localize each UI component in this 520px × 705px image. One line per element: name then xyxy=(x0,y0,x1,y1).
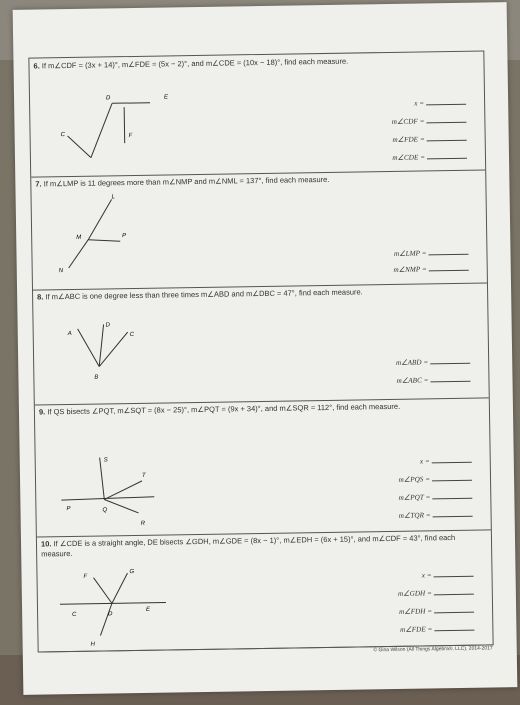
point-label: A xyxy=(67,330,72,338)
answer-line[interactable]: m∠LMP = xyxy=(394,248,469,258)
problem-6 xyxy=(29,51,485,177)
answer-line[interactable]: m∠ABC = xyxy=(397,375,471,385)
point-label: R xyxy=(140,520,146,527)
point-label: P xyxy=(66,506,71,513)
answer-line[interactable]: m∠FDE = xyxy=(392,134,466,144)
answer-line[interactable]: m∠PQT = xyxy=(399,492,473,502)
angle-diagram xyxy=(53,306,144,392)
angle-diagram xyxy=(51,189,142,285)
problem-text: If QS bisects ∠PQT, m∠SQT = (8x − 25)°, m∠PQT = (9x + 34)°, and m∠SQR = 112°, find each measure. xyxy=(47,401,401,417)
point-label: D xyxy=(108,611,113,618)
problem-8 xyxy=(33,282,489,405)
point-label: E xyxy=(145,606,151,613)
problem-10 xyxy=(37,529,493,652)
point-label: H xyxy=(90,641,95,648)
problem-number: 10. xyxy=(40,539,52,549)
angle-diagram xyxy=(40,85,169,172)
problem-number: 7. xyxy=(35,179,42,189)
point-label: F xyxy=(83,573,88,580)
point-label: N xyxy=(58,268,64,275)
point-label: C xyxy=(60,132,65,139)
answer-line[interactable]: m∠ABD = xyxy=(396,357,470,367)
point-label: S xyxy=(103,457,108,464)
answer-line[interactable]: m∠FDH = xyxy=(399,606,474,616)
answer-line[interactable]: x = xyxy=(420,456,472,466)
problem-text: If ∠CDE is a straight angle, DE bisects ∠GDH, m∠GDE = (8x − 1)°, m∠EDH = (6x + 15)°, and m∠CDF = 43°, find each measure. xyxy=(41,532,456,559)
problem-text: If m∠LMP is 11 degrees more than m∠NMP and m∠NML = 137°, find each measure. xyxy=(43,174,330,189)
problem-number: 8. xyxy=(37,292,44,302)
answer-line[interactable]: m∠PQS = xyxy=(398,474,472,484)
problem-text: If m∠ABC is one degree less than three times m∠ABD and m∠DBC = 47°, find each measure. xyxy=(45,287,363,302)
point-label: T xyxy=(141,472,146,479)
point-label: E xyxy=(163,94,169,101)
answer-line[interactable]: m∠FDE = xyxy=(400,624,474,634)
answer-line[interactable]: m∠GDH = xyxy=(398,588,474,598)
angle-diagram xyxy=(45,443,166,535)
worksheet xyxy=(28,50,493,652)
answer-line[interactable]: x = xyxy=(422,570,474,580)
answer-line[interactable]: m∠NMP = xyxy=(393,264,468,274)
point-label: B xyxy=(94,374,99,381)
point-label: M xyxy=(76,234,82,241)
problem-number: 9. xyxy=(38,407,46,417)
answer-line[interactable]: m∠CDE = xyxy=(392,152,467,162)
copyright-footer: © Gina Wilson (All Things Algebra®, LLC), 2014-2017 xyxy=(373,645,493,654)
point-label: P xyxy=(122,233,127,240)
answer-line[interactable]: m∠CDF = xyxy=(392,116,467,126)
answer-line[interactable]: m∠TQR = xyxy=(399,510,473,520)
point-label: G xyxy=(129,569,135,576)
problem-9 xyxy=(35,397,491,537)
point-label: C xyxy=(129,331,135,339)
answer-line[interactable]: x = xyxy=(414,98,466,108)
point-label: F xyxy=(128,132,133,140)
point-label: D xyxy=(105,95,111,102)
problem-text: If m∠CDF = (3x + 14)°, m∠FDE = (5x − 2)°, and m∠CDE = (10x − 18)°, find each measure. xyxy=(41,56,349,71)
problem-7 xyxy=(31,169,487,290)
problem-number: 6. xyxy=(33,61,40,71)
point-label: L xyxy=(111,194,115,201)
point-label: C xyxy=(72,611,77,618)
point-label: Q xyxy=(102,507,108,514)
point-label: D xyxy=(105,322,110,329)
angle-diagram xyxy=(47,562,168,649)
